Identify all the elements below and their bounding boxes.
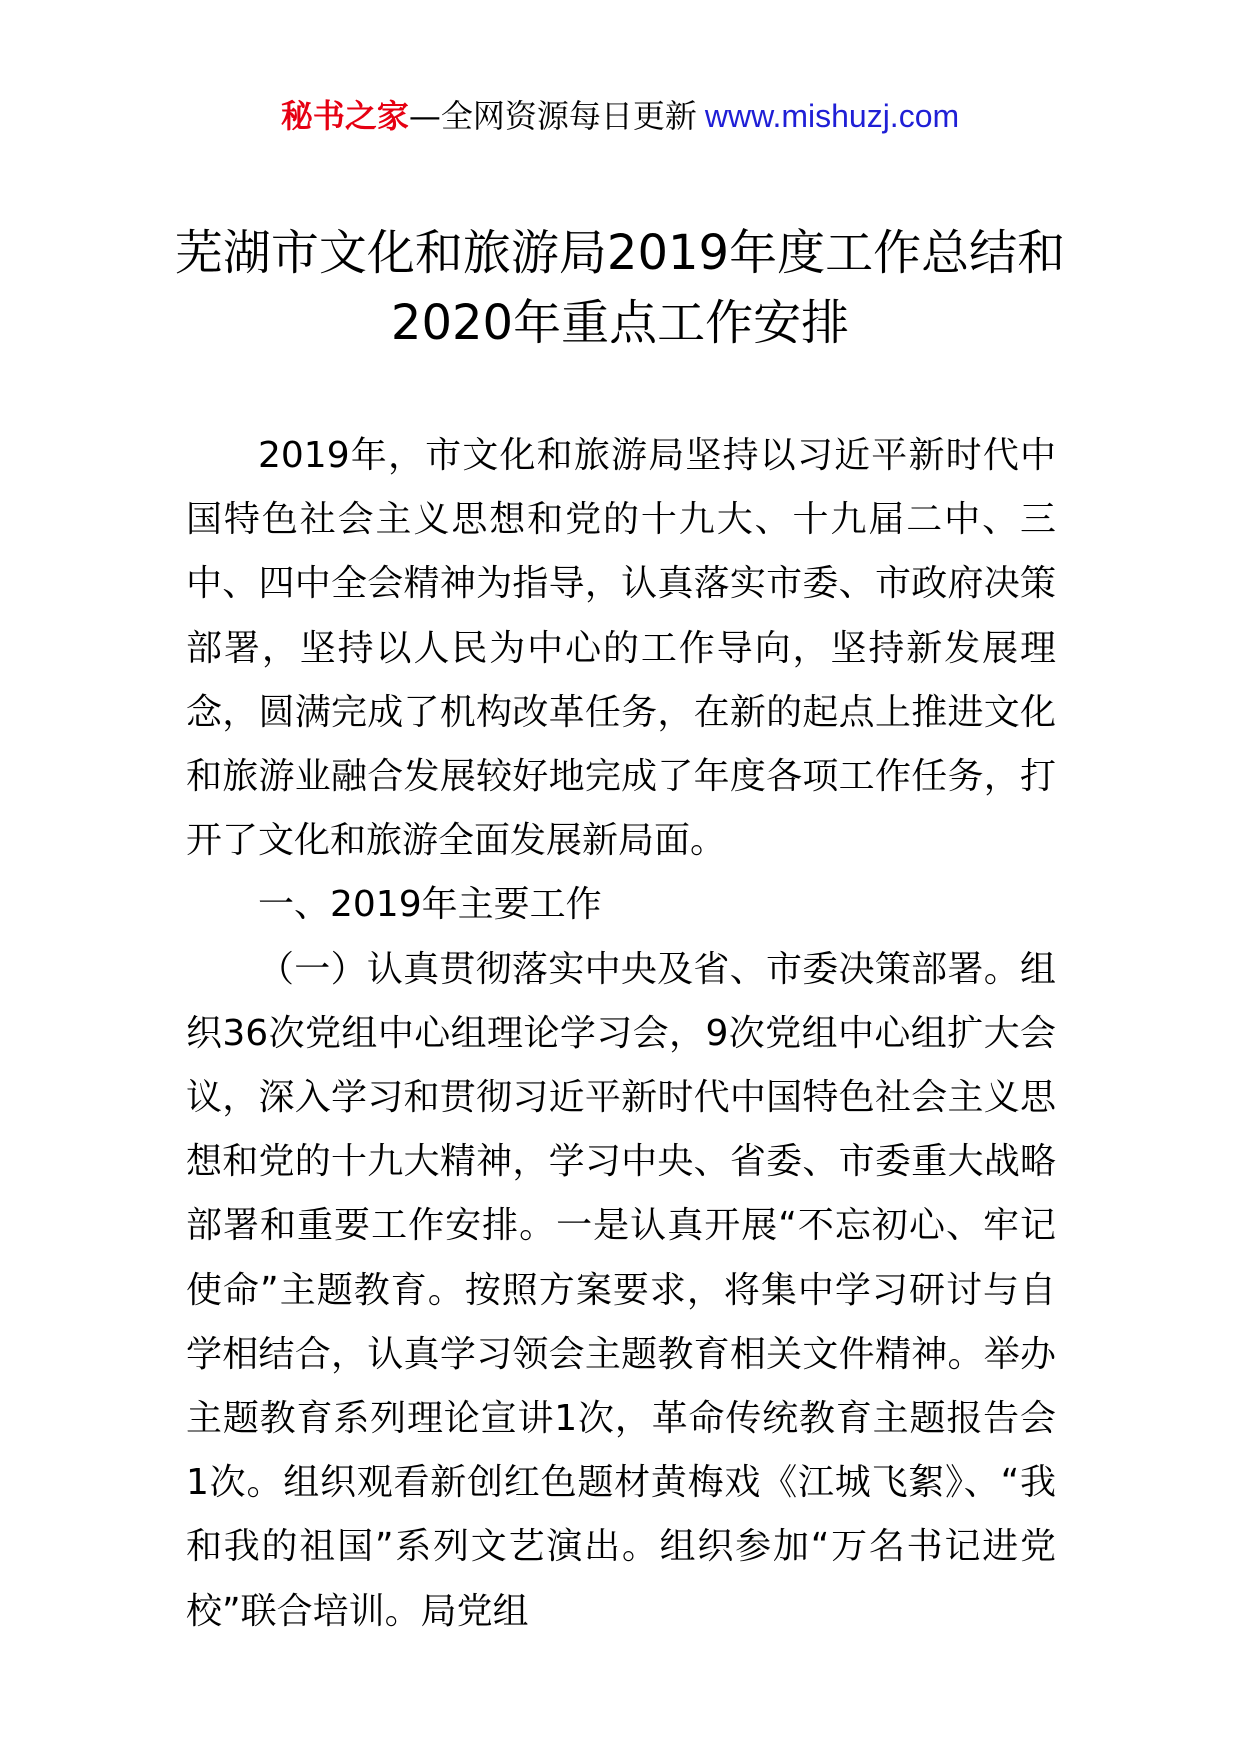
site-header [0, 96, 1240, 136]
body-paragraph: （一）认真贯彻落实中央及省、市委决策部署。组织36次党组中心组理论学习会，9次党组中心组扩大会议，深入学习和贯彻习近平新时代中国特色社会主义思想和党的十九大精神，学习中央、省委、市委重大战略部署和重要工作安排。一是认真开展“不忘初心、牢记使命”主题教育。按照方案要求，将集中学习研讨与自学相结合，认真学习领会主题教育相关文件精神。举办主题教育系列理论宣讲1次，革命传统教育主题报告会1次。组织观看新创红色题材黄梅戏《江城飞絮》、“我和我的祖国”系列文艺演出。组织参加“万名书记进党校”联合培训。局党组 [186, 948, 1056, 1632]
site-slogan: —全网资源每日更新 [408, 97, 697, 135]
site-name: 秘书之家 [280, 97, 409, 135]
section-heading: 一、2019年主要工作 [258, 884, 602, 926]
title-line-2: 2020年重点工作安排 [390, 295, 850, 351]
document-title [120, 218, 1120, 358]
intro-paragraph: 2019年，市文化和旅游局坚持以习近平新时代中国特色社会主义思想和党的十九大、十九届二中、三中、四中全会精神为指导，认真落实市委、市政府决策部署，坚持以人民为中心的工作导向，坚持新发展理念，圆满完成了机构改革任务，在新的起点上推进文化和旅游业融合发展较好地完成了年度各项工作任务，打开了文化和旅游全面发展新局面。 [186, 435, 1056, 862]
title-line-1: 芜湖市文化和旅游局2019年度工作总结和 [174, 225, 1066, 281]
document-body [186, 424, 1056, 1644]
site-url-link[interactable]: www.mishuzj.com [704, 98, 960, 134]
